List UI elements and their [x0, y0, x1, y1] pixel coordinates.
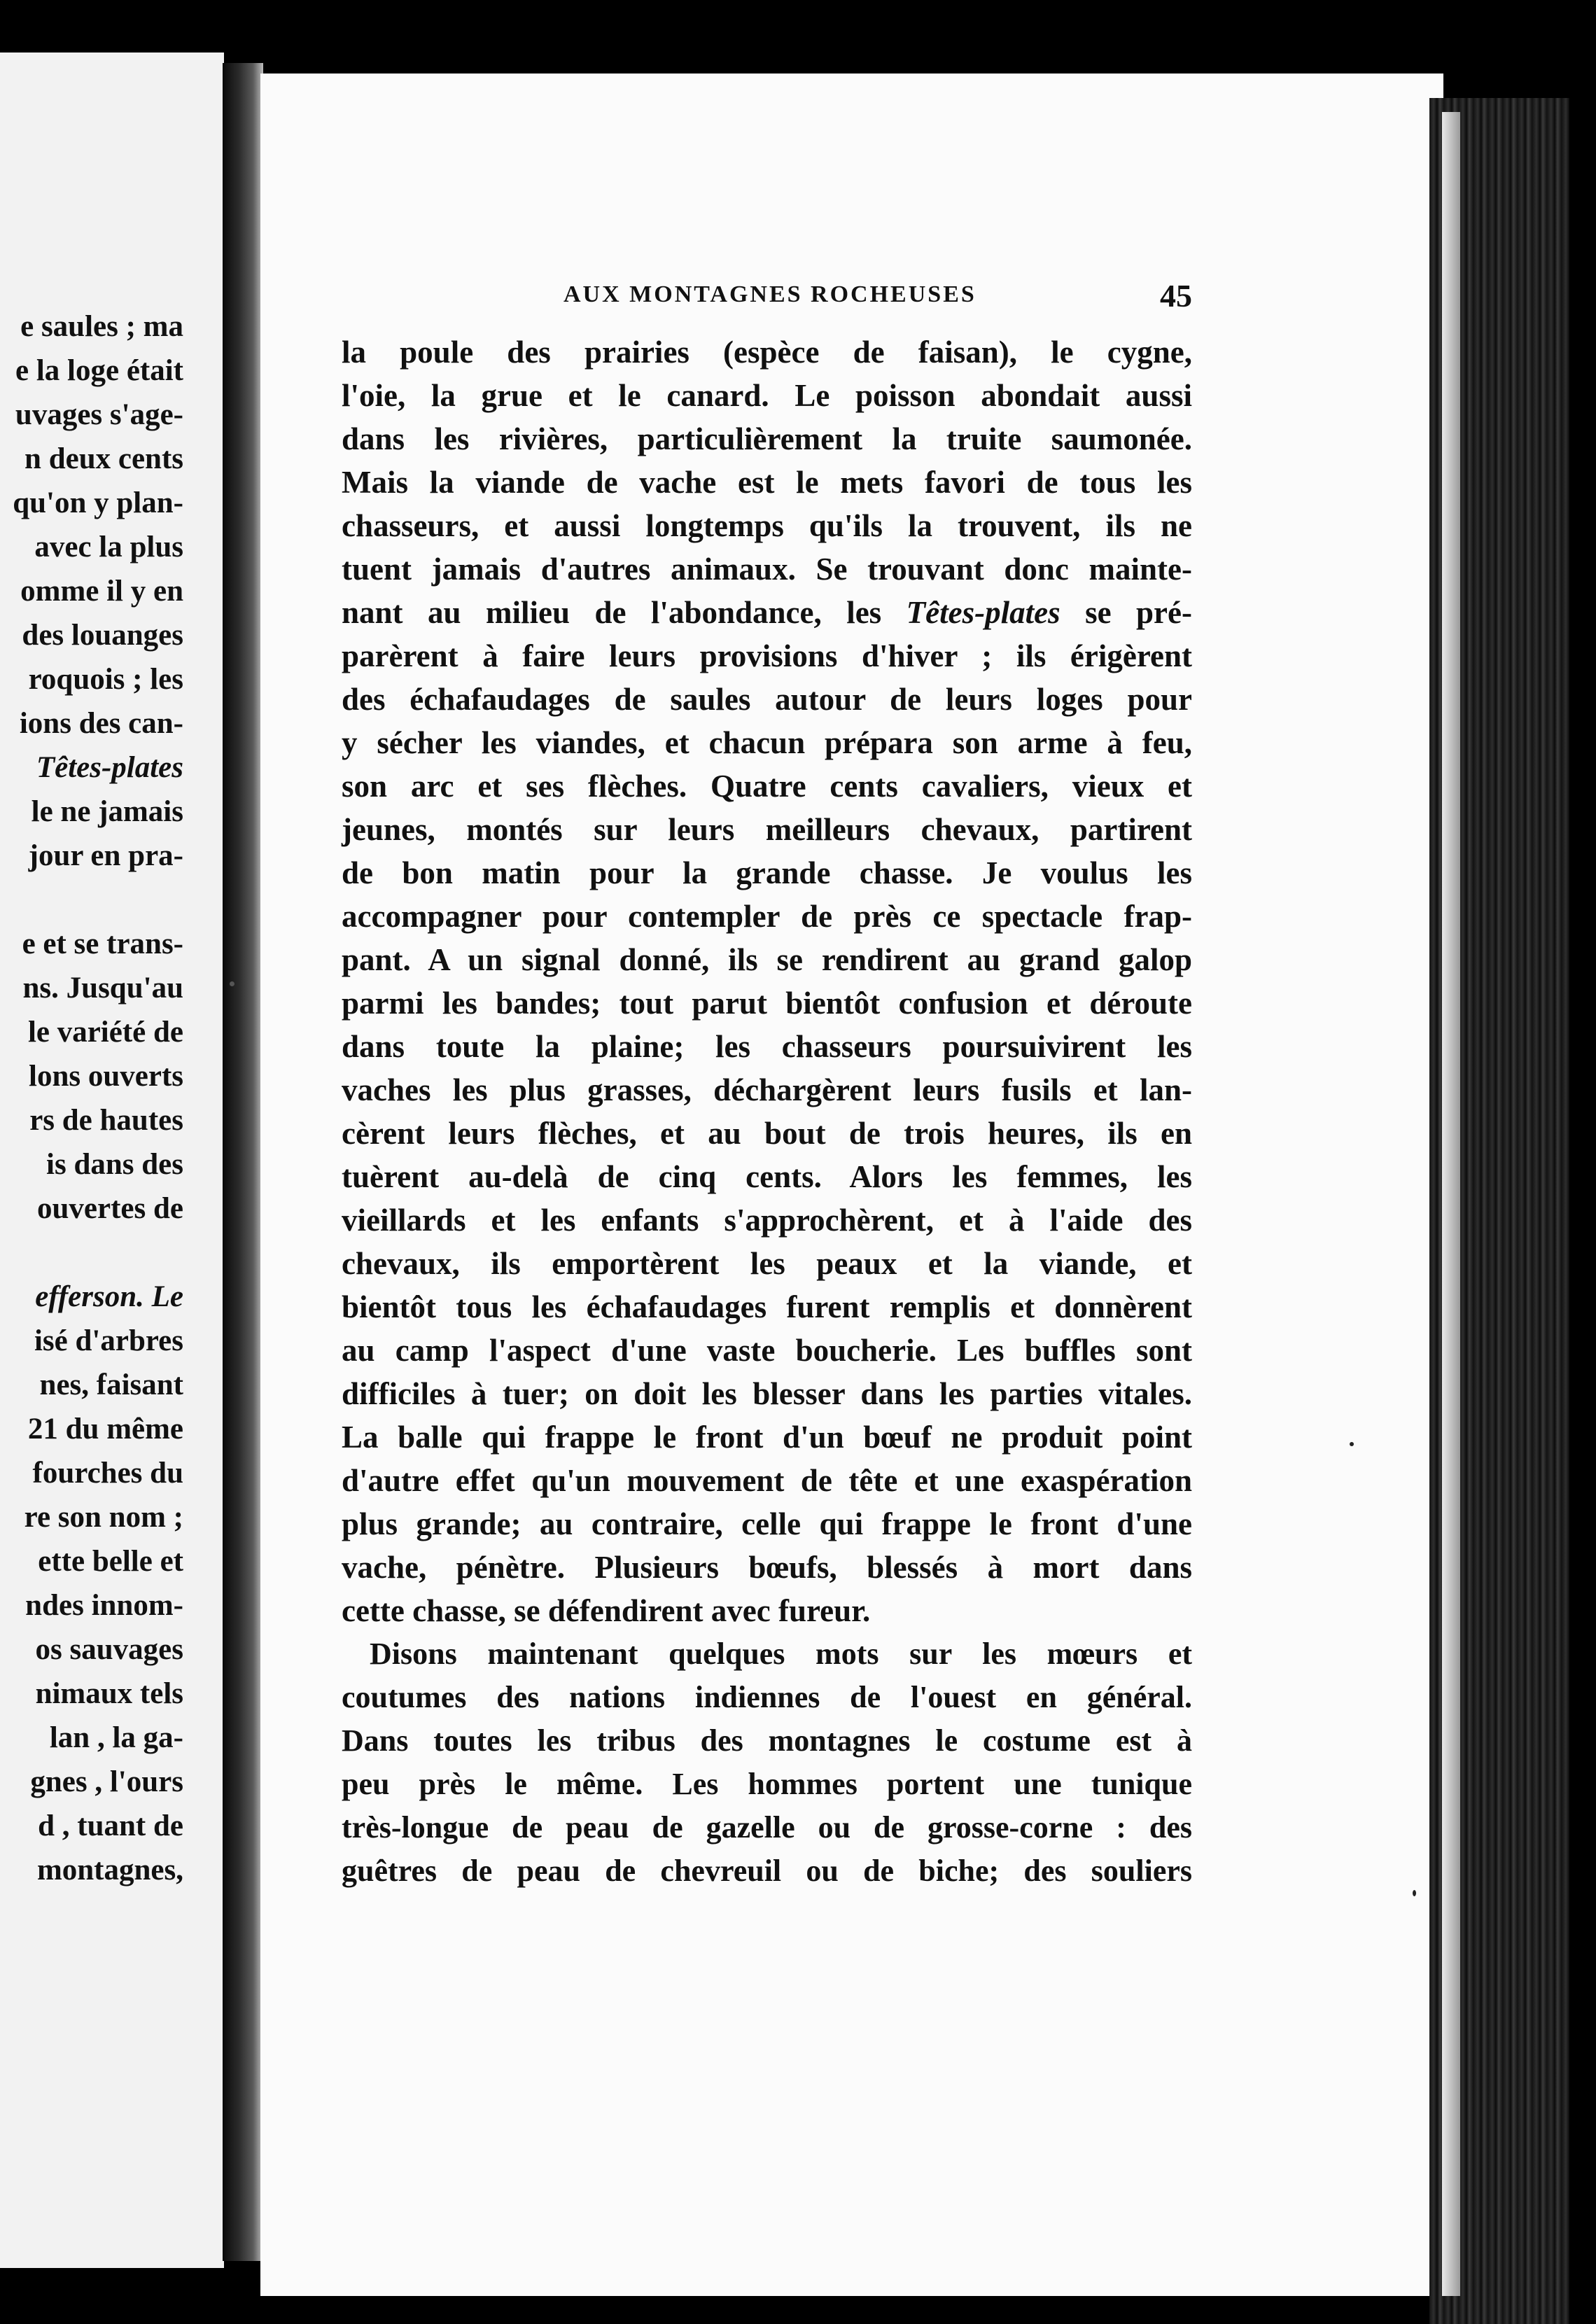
text-line: guêtres de peau de chevreuil ou de biche; des souliers	[342, 1854, 1192, 1888]
text-line: l'oie, la grue et le canard. Le poisson abondait aussi	[342, 378, 1192, 413]
page-speck	[230, 981, 234, 986]
text-line: tuent jamais d'autres animaux. Se trouvant donc mainte-	[342, 552, 1192, 587]
left-line: n deux cents	[24, 442, 183, 475]
left-line: ouvertes de	[37, 1192, 183, 1225]
left-line: e la loge était	[15, 354, 183, 387]
page-number: 45	[1160, 278, 1192, 314]
text-line: parmi les bandes; tout parut bientôt confusion et déroute	[342, 986, 1192, 1021]
left-page-text	[13, 304, 183, 1892]
left-line: is dans des	[46, 1148, 183, 1181]
left-line: uvages s'age-	[15, 398, 183, 431]
text-line: difficiles à tuer; on doit les blesser dans les parties vitales.	[342, 1376, 1192, 1411]
left-line: 21 du même	[27, 1413, 183, 1446]
text-line: son arc et ses flèches. Quatre cents cavaliers, vieux et	[342, 769, 1192, 804]
left-line: nimaux tels	[35, 1677, 183, 1710]
left-line: os sauvages	[35, 1633, 183, 1666]
text-line: chasseurs, et aussi longtemps qu'ils la trouvent, ils ne	[342, 508, 1192, 543]
page-speck	[1413, 1890, 1416, 1896]
text-line: de bon matin pour la grande chasse. Je voulus les	[342, 855, 1192, 890]
left-line: re son nom ;	[24, 1501, 183, 1534]
text-line-paragraph-end: cette chasse, se défendirent avec fureur.	[342, 1593, 871, 1628]
left-line: roquois ; les	[28, 663, 183, 696]
text-line: peu près le même. Les hommes portent une tunique	[342, 1767, 1192, 1801]
text-line: y sécher les viandes, et chacun prépara son arme à feu,	[342, 725, 1192, 760]
text-line-paragraph-start: Disons maintenant quelques mots sur les mœurs et	[370, 1637, 1192, 1671]
text-line: pant. A un signal donné, ils se rendirent au grand galop	[342, 942, 1192, 977]
left-line: fourches du	[32, 1457, 183, 1490]
text-line: accompagner pour contempler de près ce spectacle frap-	[342, 899, 1192, 934]
left-line: jour en pra-	[28, 839, 183, 872]
left-line: e saules ; ma	[20, 310, 183, 343]
text-line: vieillards et les enfants s'approchèrent, et à l'aide des	[342, 1203, 1192, 1238]
left-line: ette belle et	[38, 1545, 183, 1578]
text-line: coutumes des nations indiennes de l'ouest en général.	[342, 1680, 1192, 1714]
left-line: gnes , l'ours	[30, 1765, 183, 1798]
left-line: le variété de	[27, 1016, 183, 1049]
left-line: ns. Jusqu'au	[22, 972, 183, 1004]
left-line: des louanges	[22, 619, 183, 652]
left-line: efferson. Le	[35, 1280, 183, 1313]
text-line: La balle qui frappe le front d'un bœuf ne produit point	[342, 1420, 1192, 1455]
text-line: d'autre effet qu'un mouvement de tête et une exaspération	[342, 1463, 1192, 1498]
left-line: rs de hautes	[29, 1104, 183, 1137]
page-speck	[1350, 1442, 1354, 1446]
text-line: plus grande; au contraire, celle qui frappe le front d'une	[342, 1506, 1192, 1541]
left-line: ions des can-	[19, 707, 183, 740]
text-line: des échafaudages de saules autour de leurs loges pour	[342, 682, 1192, 717]
page-edge-highlight	[1442, 112, 1460, 2296]
text-line: Mais la viande de vache est le mets favori de tous les	[342, 465, 1192, 500]
text-line: la poule des prairies (espèce de faisan), le cygne,	[342, 335, 1192, 370]
left-page	[0, 52, 224, 2268]
left-line: lons ouverts	[29, 1060, 183, 1093]
left-line: nes, faisant	[39, 1368, 183, 1401]
left-line: le ne jamais	[31, 795, 183, 828]
left-line: d , tuant de	[38, 1809, 183, 1842]
text-line: cèrent leurs flèches, et au bout de trois heures, ils en	[342, 1116, 1192, 1151]
text-line: dans les rivières, particulièrement la truite saumonée.	[342, 421, 1192, 456]
page-body-text	[342, 330, 1192, 1893]
text-line: nant au milieu de l'abondance, les Têtes-plates se pré-	[342, 595, 1192, 630]
left-line: avec la plus	[34, 531, 183, 564]
left-line: omme il y en	[20, 575, 183, 608]
left-line: isé d'arbres	[34, 1324, 183, 1357]
text-line: vache, pénètre. Plusieurs bœufs, blessés à mort dans	[342, 1550, 1192, 1585]
text-line: chevaux, ils emportèrent les peaux et la viande, et	[342, 1246, 1192, 1281]
text-line: bientôt tous les échafaudages furent remplis et donnèrent	[342, 1289, 1192, 1324]
left-line: ndes innom-	[25, 1589, 183, 1622]
text-line: très-longue de peau de gazelle ou de grosse-corne : des	[342, 1810, 1192, 1844]
text-line: parèrent à faire leurs provisions d'hiver ; ils érigèrent	[342, 638, 1192, 673]
book-gutter	[223, 63, 263, 2261]
running-head: AUX MONTAGNES ROCHEUSES	[564, 281, 976, 307]
left-line: qu'on y plan-	[13, 486, 183, 519]
left-line-blank	[13, 1231, 183, 1275]
left-line-blank	[13, 878, 183, 922]
italic-term: Têtes-plates	[906, 595, 1060, 630]
text-line: tuèrent au-delà de cinq cents. Alors les femmes, les	[342, 1159, 1192, 1194]
left-line: e et se trans-	[22, 927, 183, 960]
text-line: dans toute la plaine; les chasseurs poursuivirent les	[342, 1029, 1192, 1064]
text-line: au camp l'aspect d'une vaste boucherie. Les buffles sont	[342, 1333, 1192, 1368]
text-line: jeunes, montés sur leurs meilleurs chevaux, partirent	[342, 812, 1192, 847]
left-line: montagnes,	[36, 1854, 183, 1886]
left-line: Têtes-plates	[36, 751, 183, 784]
text-line: Dans toutes les tribus des montagnes le costume est à	[342, 1723, 1192, 1758]
left-line: lan , la ga-	[49, 1721, 183, 1754]
text-line: vaches les plus grasses, déchargèrent leurs fusils et lan-	[342, 1072, 1192, 1107]
